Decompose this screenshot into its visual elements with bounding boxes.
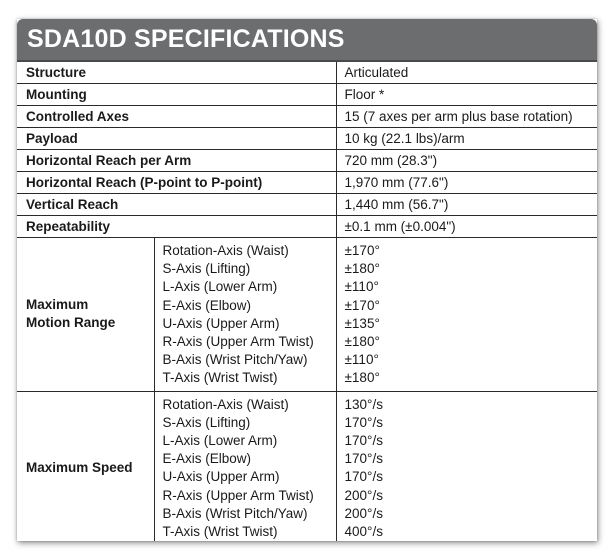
spec-label-controlled-axes: Controlled Axes [17,106,336,128]
motion-range-axes-cell [154,238,336,392]
max-speed-label: Maximum Speed [17,391,154,541]
title-bar [17,19,597,62]
spec-row [17,172,597,194]
spec-label-structure: Structure [17,62,336,84]
spec-label-payload: Payload [17,128,336,150]
motion-range-values: ±170° ±180° ±110° ±170° ±135° ±180° ±110° ±180° [344,243,380,386]
max-speed-axes-cell [154,391,336,541]
spec-label-horizontal-reach-p2p: Horizontal Reach (P-point to P-point) [17,172,336,194]
max-speed-values: 130°/s 170°/s 170°/s 170°/s 170°/s 200°/s 200°/s 400°/s [344,396,383,540]
spec-row-motion-range [17,238,597,392]
spec-row-max-speed [17,391,597,541]
spec-row [17,194,597,216]
spec-value-mounting: Floor * [336,84,597,106]
spec-value-horizontal-reach-p2p: 1,970 mm (77.6") [336,172,597,194]
spec-row [17,84,597,106]
spec-card [17,19,597,541]
spec-value-vertical-reach: 1,440 mm (56.7") [336,194,597,216]
spec-label-mounting: Mounting [17,84,336,106]
spec-row [17,62,597,84]
spec-row [17,150,597,172]
spec-row [17,128,597,150]
max-speed-axes: Rotation-Axis (Waist) S-Axis (Lifting) L-Axis (Lower Arm) E-Axis (Elbow) U-Axis (Upper Arm) R-Axis (Upper Arm Twist) B-Axis (Wrist Pitch/Yaw) T-Axis (Wrist Twist) [162,396,314,540]
spec-value-structure: Articulated [336,62,597,84]
motion-range-label-line2: Motion Range [26,315,116,331]
motion-range-label [17,238,154,392]
spec-label-repeatability: Repeatability [17,216,336,238]
spec-label-horizontal-reach-arm: Horizontal Reach per Arm [17,150,336,172]
spec-title: SDA10D SPECIFICATIONS [27,25,345,53]
spec-row [17,106,597,128]
motion-range-label-line1: Maximum [26,297,89,313]
spec-value-controlled-axes: 15 (7 axes per arm plus base rotation) [336,106,597,128]
spec-table [17,62,597,541]
spec-value-horizontal-reach-arm: 720 mm (28.3") [336,150,597,172]
motion-range-axes: Rotation-Axis (Waist) S-Axis (Lifting) L-Axis (Lower Arm) E-Axis (Elbow) U-Axis (Upper Arm) R-Axis (Upper Arm Twist) B-Axis (Wrist Pitch/Yaw) T-Axis (Wrist Twist) [162,243,314,386]
spec-row [17,216,597,238]
motion-range-values-cell [336,238,597,392]
spec-value-repeatability: ±0.1 mm (±0.004") [336,216,597,238]
spec-value-payload: 10 kg (22.1 lbs)/arm [336,128,597,150]
spec-label-vertical-reach: Vertical Reach [17,194,336,216]
max-speed-values-cell [336,391,597,541]
